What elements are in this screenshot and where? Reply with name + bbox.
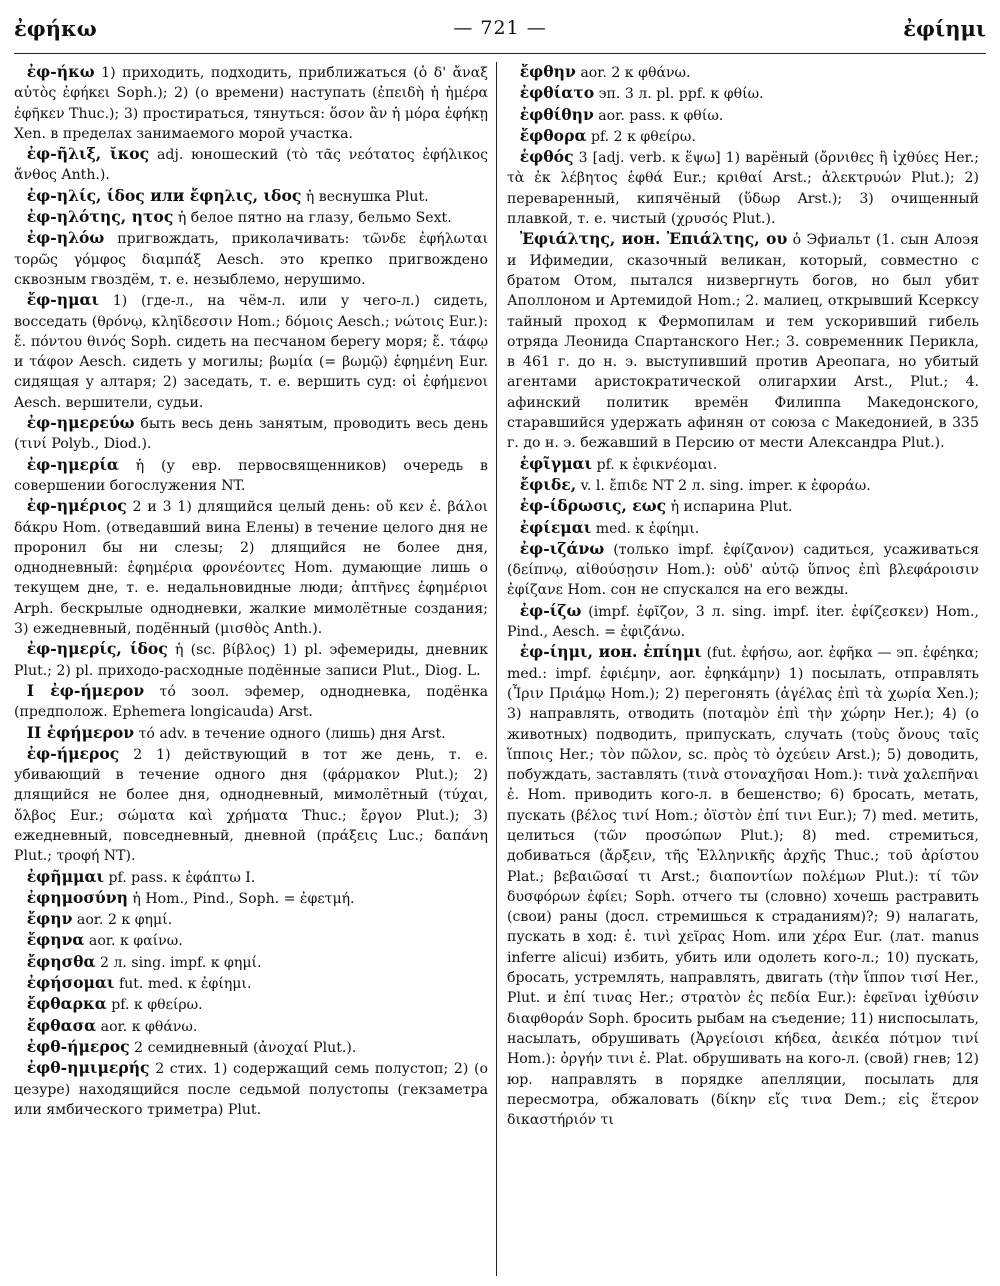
entry-headword: ἐφ-ιζάνω <box>519 538 605 558</box>
entry-definition: эп. 3 л. pl. ppf. к φθίω. <box>598 86 764 103</box>
entry-definition: aor. к φθάνω. <box>100 1018 198 1035</box>
entry-definition: aor. к φαίνω. <box>88 933 183 950</box>
entry-headword: ἔφιδε, <box>519 474 577 494</box>
entry-definition: ἡ белое пятно на глазу, бельмо Sext. <box>177 210 452 227</box>
dictionary-entry <box>507 147 979 229</box>
entry-definition: fut. med. к ἐφίημι. <box>118 976 252 993</box>
entry-headword: ἐφ-ηλότης, ητος <box>26 207 174 227</box>
dictionary-entry <box>507 518 979 539</box>
dictionary-entry <box>507 454 979 475</box>
entry-headword: ἐφῖγμαι <box>519 453 593 473</box>
dictionary-entry <box>507 496 979 517</box>
dictionary-entry <box>507 601 979 643</box>
dictionary-entry <box>507 642 979 1130</box>
dictionary-entry <box>14 681 488 723</box>
entry-headword: ἐφ-ημέριος <box>26 496 127 516</box>
entry-definition: 2 семидневный (ἀνοχαί Plut.). <box>134 1039 357 1056</box>
entry-headword: ἐφ-ημερεύω <box>26 413 135 433</box>
entry-definition: 2 стих. 1) содержащий семь полустоп; 2) (о цезуре) находящийся после седьмой полустопы (гекзаметра или ямбического триметра) Plut. <box>14 1061 488 1118</box>
header-right-headword: ἐφίημι <box>903 15 986 41</box>
dictionary-entry <box>14 1037 488 1058</box>
entry-definition: пригвождать, приколачивать: τῶνδε ἐφήλωται τορῶς γόμφος διαμπάξ Aesch. это крепко пригвождено сквозным гвоздём, т. е. незыблемо, нерушимо. <box>14 231 488 288</box>
entry-headword: ἐφθίθην <box>519 104 594 124</box>
entry-definition: 2 л. sing. impf. к φημί. <box>100 954 262 971</box>
dictionary-entry <box>14 186 488 207</box>
entry-definition: aor. pass. к φθίω. <box>598 107 724 124</box>
entry-definition: (impf. ἐφῖζον, 3 л. sing. impf. iter. ἐφίζεσκεν) Hom., Pind., Aesch. = ἐφιζάνω. <box>507 603 979 641</box>
entry-definition: 2 и 3 1) длящийся целый день: οὔ κεν ἐ. βάλοι δάκρυ Hom. (отведавший вина Елены) в течение целого дня не проронил бы ни слезы; 2) длящийся не более дня, однодневный: ἐφημέρια φρονέοντες Hom. думающие лишь о текущем дне, т. е. недальновидные люди; ἀπτῆνες ἐφημέριοι Arph. бескрылые однодневки, жалкие мимолётные создания; 3) ежедневный, подённый (μισθὸς Anth.). <box>14 499 488 638</box>
entry-headword: ἐφ-ίζω <box>519 600 582 620</box>
entry-headword: ἐφ-ημερίς, ίδος <box>26 639 168 659</box>
entry-definition: τό adv. в течение одного (лишь) дня Arst. <box>138 725 446 742</box>
dictionary-entry <box>14 930 488 951</box>
dictionary-entry <box>14 952 488 973</box>
entry-definition: ἡ (у евр. первосвященников) очередь в совершении богослужения NT. <box>14 457 488 494</box>
header-left-headword: ἐφήκω <box>14 15 97 41</box>
entry-definition: ἡ испарина Plut. <box>670 499 793 516</box>
entry-definition: pf. к ἐφικνέομαι. <box>596 456 718 473</box>
entry-definition: aor. 2 к φημί. <box>76 912 173 929</box>
entry-definition: pf. 2 к φθείρω. <box>590 128 696 145</box>
entry-definition: pf. к φθείρω. <box>111 997 203 1014</box>
entry-headword: ἔφθην <box>519 62 576 81</box>
entry-headword: I ἐφ-ήμερον <box>26 680 145 700</box>
page-header <box>14 8 986 48</box>
entry-definition: 3 [adj. verb. к ἕψω] 1) варёный (ὄρνιθες ἢ ἰχθύες Her.; τὰ ἐκ λέβητος ἑφθά Eur.; κριθαί Arst.; ἀλεκτρυών Plut.); 2) переваренный, кипячёный (ὕδωρ Arst.); 3) очищенный плавкой, т. е. чистый (χρυσός Plut.). <box>507 150 979 228</box>
entry-headword: ἐφ-ήμερος <box>26 743 120 763</box>
entry-headword: ἔφ-ημαι <box>26 290 100 310</box>
entry-headword: Ἐφιάλτης, ион. Ἐπιάλτης, ου <box>519 229 788 249</box>
entry-headword: ἐφίεμαι <box>519 517 592 537</box>
entry-headword: ἔφθορα <box>519 125 587 145</box>
header-rule <box>14 53 986 54</box>
dictionary-entry <box>14 994 488 1015</box>
entry-definition: ἡ (sc. βίβλος) 1) pl. эфемериды, дневник Plut.; 2) pl. приходо-расходные подённые записи Plut., Diog. L. <box>14 642 489 679</box>
entry-definition: 1) приходить, подходить, приближаться (ὁ δ' ἄναξ αὐτὸς ἐφήκει Soph.); 2) (о времени) наступать (ἐπειδὴ ἡ ἡμέρα ἐφῆκεν Thuc.); 3) простираться, тянуться: ὅσον ἂν ἡ μόρα ἐφήκῃ Xen. в пределах занимаемого морой участка. <box>14 65 489 142</box>
entry-headword: ἐφ-ῆλιξ, ῐκος <box>26 144 150 164</box>
entry-headword: ἐφθίατο <box>519 83 595 103</box>
entry-definition: pf. pass. к ἐφάπτω I. <box>108 869 256 886</box>
entry-definition: 2 1) действующий в тот же день, т. е. убивающий в течение одного дня (φάρμακον Plut.); 2) длящийся не более дня, однодневный, мимолётный (τύχαι, ὄλβος Eur.; σώματα καὶ χρήματα Thuc.; ἔργον Plut.); 3) ежедневный, повседневный, дневной (πράξεις Luc.; δαπάνη Plut.; τροφή NT). <box>14 746 488 865</box>
entry-headword: ἐφ-ήκω <box>26 62 95 81</box>
dictionary-entry <box>14 723 488 744</box>
entry-headword: ἐφ-ηλίς, ίδος или ἔφηλις, ιδος <box>26 185 302 205</box>
dictionary-entry <box>507 539 979 601</box>
entry-definition: ὁ Эфиальт (1. сын Алоэя и Ифимедии, сказочный великан, который, совместно с братом Отом, пытался низвергнуть богов, но был убит Аполлоном и Артемидой Hom.; 2. малиец, открывший Ксерксу тайный проход к Фермопилам и тем ускоривший гибель отряда Леонида Спартанского Her.; 3. современник Перикла, в 461 г. до н. э. выступивший против Ареопага, но убитый агентами аристократической олигархии Arst., Plut.; 4. афинский политик времён Филиппа Македонского, старавшийся удержать афинян от союза с Македонией, в 335 г. до н. э. бежавший в Персию от мести Александра Plut.). <box>507 232 979 452</box>
right-column <box>497 62 979 1276</box>
entry-definition: ἡ веснушка Plut. <box>305 188 429 205</box>
entry-definition: τό зоол. эфемер, однодневка, подёнка (предполож. Ephemera longicauda) Arst. <box>14 683 488 721</box>
entry-headword: ἔφηνα <box>26 930 85 950</box>
dictionary-entry <box>14 290 488 413</box>
dictionary-entry <box>14 744 488 867</box>
entry-definition: adj. юношеский (τὸ τᾶς νεότατος ἐφήλικος ἄνθος Anth.). <box>14 147 489 184</box>
page-number: — 721 — <box>453 17 547 39</box>
left-column <box>14 62 496 1276</box>
entry-headword: ἐφῆμμαι <box>26 866 104 886</box>
entry-headword: ἔφησθα <box>26 951 96 971</box>
entry-headword: ἐφ-ημερία <box>26 454 119 474</box>
entry-definition: v. l. ἔπιδε NT 2 л. sing. imper. к ἐφοράω. <box>580 477 871 494</box>
entry-headword: ἑφθός <box>519 147 574 167</box>
entry-headword: ἐφ-ηλόω <box>26 228 105 248</box>
dictionary-entry <box>14 228 488 290</box>
entry-definition: aor. 2 к φθάνω. <box>580 65 691 81</box>
dictionary-entry <box>14 909 488 930</box>
dictionary-entry <box>14 639 488 681</box>
entry-headword: ἔφθαρκα <box>26 994 107 1014</box>
dictionary-entry <box>14 1058 488 1120</box>
dictionary-entry <box>507 62 979 83</box>
dictionary-entry <box>14 207 488 228</box>
entry-headword: ἐφημοσύνη <box>26 887 128 907</box>
entry-definition: (fut. ἐφήσω, aor. ἐφῆκα — эп. ἐφέηκα; med.: impf. ἐφιέμην, aor. ἐφηκάμην) 1) посылать, отправлять (Ἶριν Πριάμῳ Hom.); 2) перегонять (ἀγέλας ἐπὶ τὰ χωρία Xen.); 3) направлять, отводить (ποταμὸν ἐπὶ τὴν χώρην Her.); 4) (о животных) подводить, припускать, случать (τοὺς ὄνους ταῖς ἵπποις Her.; τὸν πῶλον, sc. πρὸς τὸ ὀχεύειν Arst.); 5) доводить, побуждать, заставлять (τινὰ στοναχῆσαι Hom.): τινὰ χαλεπῆναι ἐ. Hom. приводить кого-л. в бешенство; 6) бросать, метать, пускать (βέλος τινί Hom.; ὀϊστὸν ἐπί τινι Eur.); 7) med. метить, целиться (τῶν προσώπων Plut.); 8) med. стремиться, добиваться (ἄρξειν, τῆς Ἑλληνικῆς ἀρχῆς Thuc.; τοῦ ἀρίστου Plat.; βεβαιῶσαί τι Arst.; διαποντίων πολέμων Plut.): τί τῶν δυσφόρων ἐφίει; Soph. отчего ты (словно) хочешь растравить (свои) раны (досл. стремишься к страданиям)?; 9) налагать, пускать в ход: ἐ. τινὶ χεῖρας Hom. или χέρα Eur. (лат. manus inferre alicui) избить, убить или одолеть кого-л.; 10) пускать, бросать, устремлять, направлять, двигать (τὴν ἵππον τισί Her., Plut. и ἐπί τινας Her.; στρατὸν ἐς πεδία Eur.): ἐφεῖναι ἰχθύσιν διαφθοράν Soph. бросить рыбам на съедение; 11) ниспосылать, насылать, обрушивать (Ἀργείοισι κήδεα, ἀεικέα πότμον τινί Hom.): ὀργήν τινι ἐ. Plat. обрушивать на кого-л. (свой) гнев; 12) юр. направлять в порядке апелляции, посылать для пересмотра, обжаловать (δίκην εἴς τινα Dem.; εἰς ἕτερον δικαστήριόν τι <box>507 645 979 1129</box>
entry-headword: II ἐφήμερον <box>26 722 135 742</box>
entry-headword: ἔφθασα <box>26 1015 97 1035</box>
entry-definition: 1) (где-л., на чём-л. или у чего-л.) сидеть, восседать (θρόνῳ, κληῖδεσσιν Hom.; δόμοις Aesch.; νώτοις Eur.): ἔ. πόντου θινός Soph. сидеть на песчаном берегу моря; ἔ. τάφῳ и τάφον Aesch. сидеть у могилы; βωμία (= βωμῷ) ἐφημένη Eur. сидящая у алтаря; 2) заседать, т. е. вершить суд: οἱ ἐφήμενοι Aesch. вершители, судьи. <box>14 293 489 411</box>
dictionary-entry <box>14 455 488 497</box>
dictionary-entry <box>14 413 488 455</box>
entry-headword: ἐφ-ίημι, ион. ἐπίημι <box>519 642 702 662</box>
columns <box>14 62 986 1276</box>
dictionary-entry <box>14 1016 488 1037</box>
dictionary-entry <box>507 126 979 147</box>
entry-definition: (только impf. ἐφίζανον) садиться, усаживаться (δείπνῳ, αἰθούσῃσιν Hom.): οὐδ' αὐτῷ ὕπνος ἐπὶ βλεφάροισιν ἐφίζανε Hom. сон не спускался на его вежды. <box>507 541 979 599</box>
dictionary-entry <box>14 496 488 639</box>
dictionary-entry <box>14 888 488 909</box>
dictionary-entry <box>14 973 488 994</box>
dictionary-entry <box>14 144 488 186</box>
dictionary-entry <box>507 229 979 453</box>
entry-headword: ἐφθ-ημιμερής <box>26 1058 150 1078</box>
entry-headword: ἐφθ-ήμερος <box>26 1036 130 1056</box>
dictionary-entry <box>507 83 979 104</box>
entry-definition: ἡ Hom., Pind., Soph. = ἐφετμή. <box>132 890 355 907</box>
dictionary-entry <box>14 867 488 888</box>
dictionary-entry <box>507 105 979 126</box>
dictionary-entry <box>14 62 488 144</box>
entry-headword: ἔφην <box>26 909 73 929</box>
dictionary-entry <box>507 475 979 496</box>
entry-definition: быть весь день занятым, проводить весь день (τινί Polyb., Diod.). <box>14 416 488 453</box>
entry-headword: ἐφ-ίδρωσις, εως <box>519 496 667 516</box>
entry-headword: ἐφήσομαι <box>26 973 115 993</box>
entry-definition: med. к ἐφίημι. <box>595 520 700 537</box>
